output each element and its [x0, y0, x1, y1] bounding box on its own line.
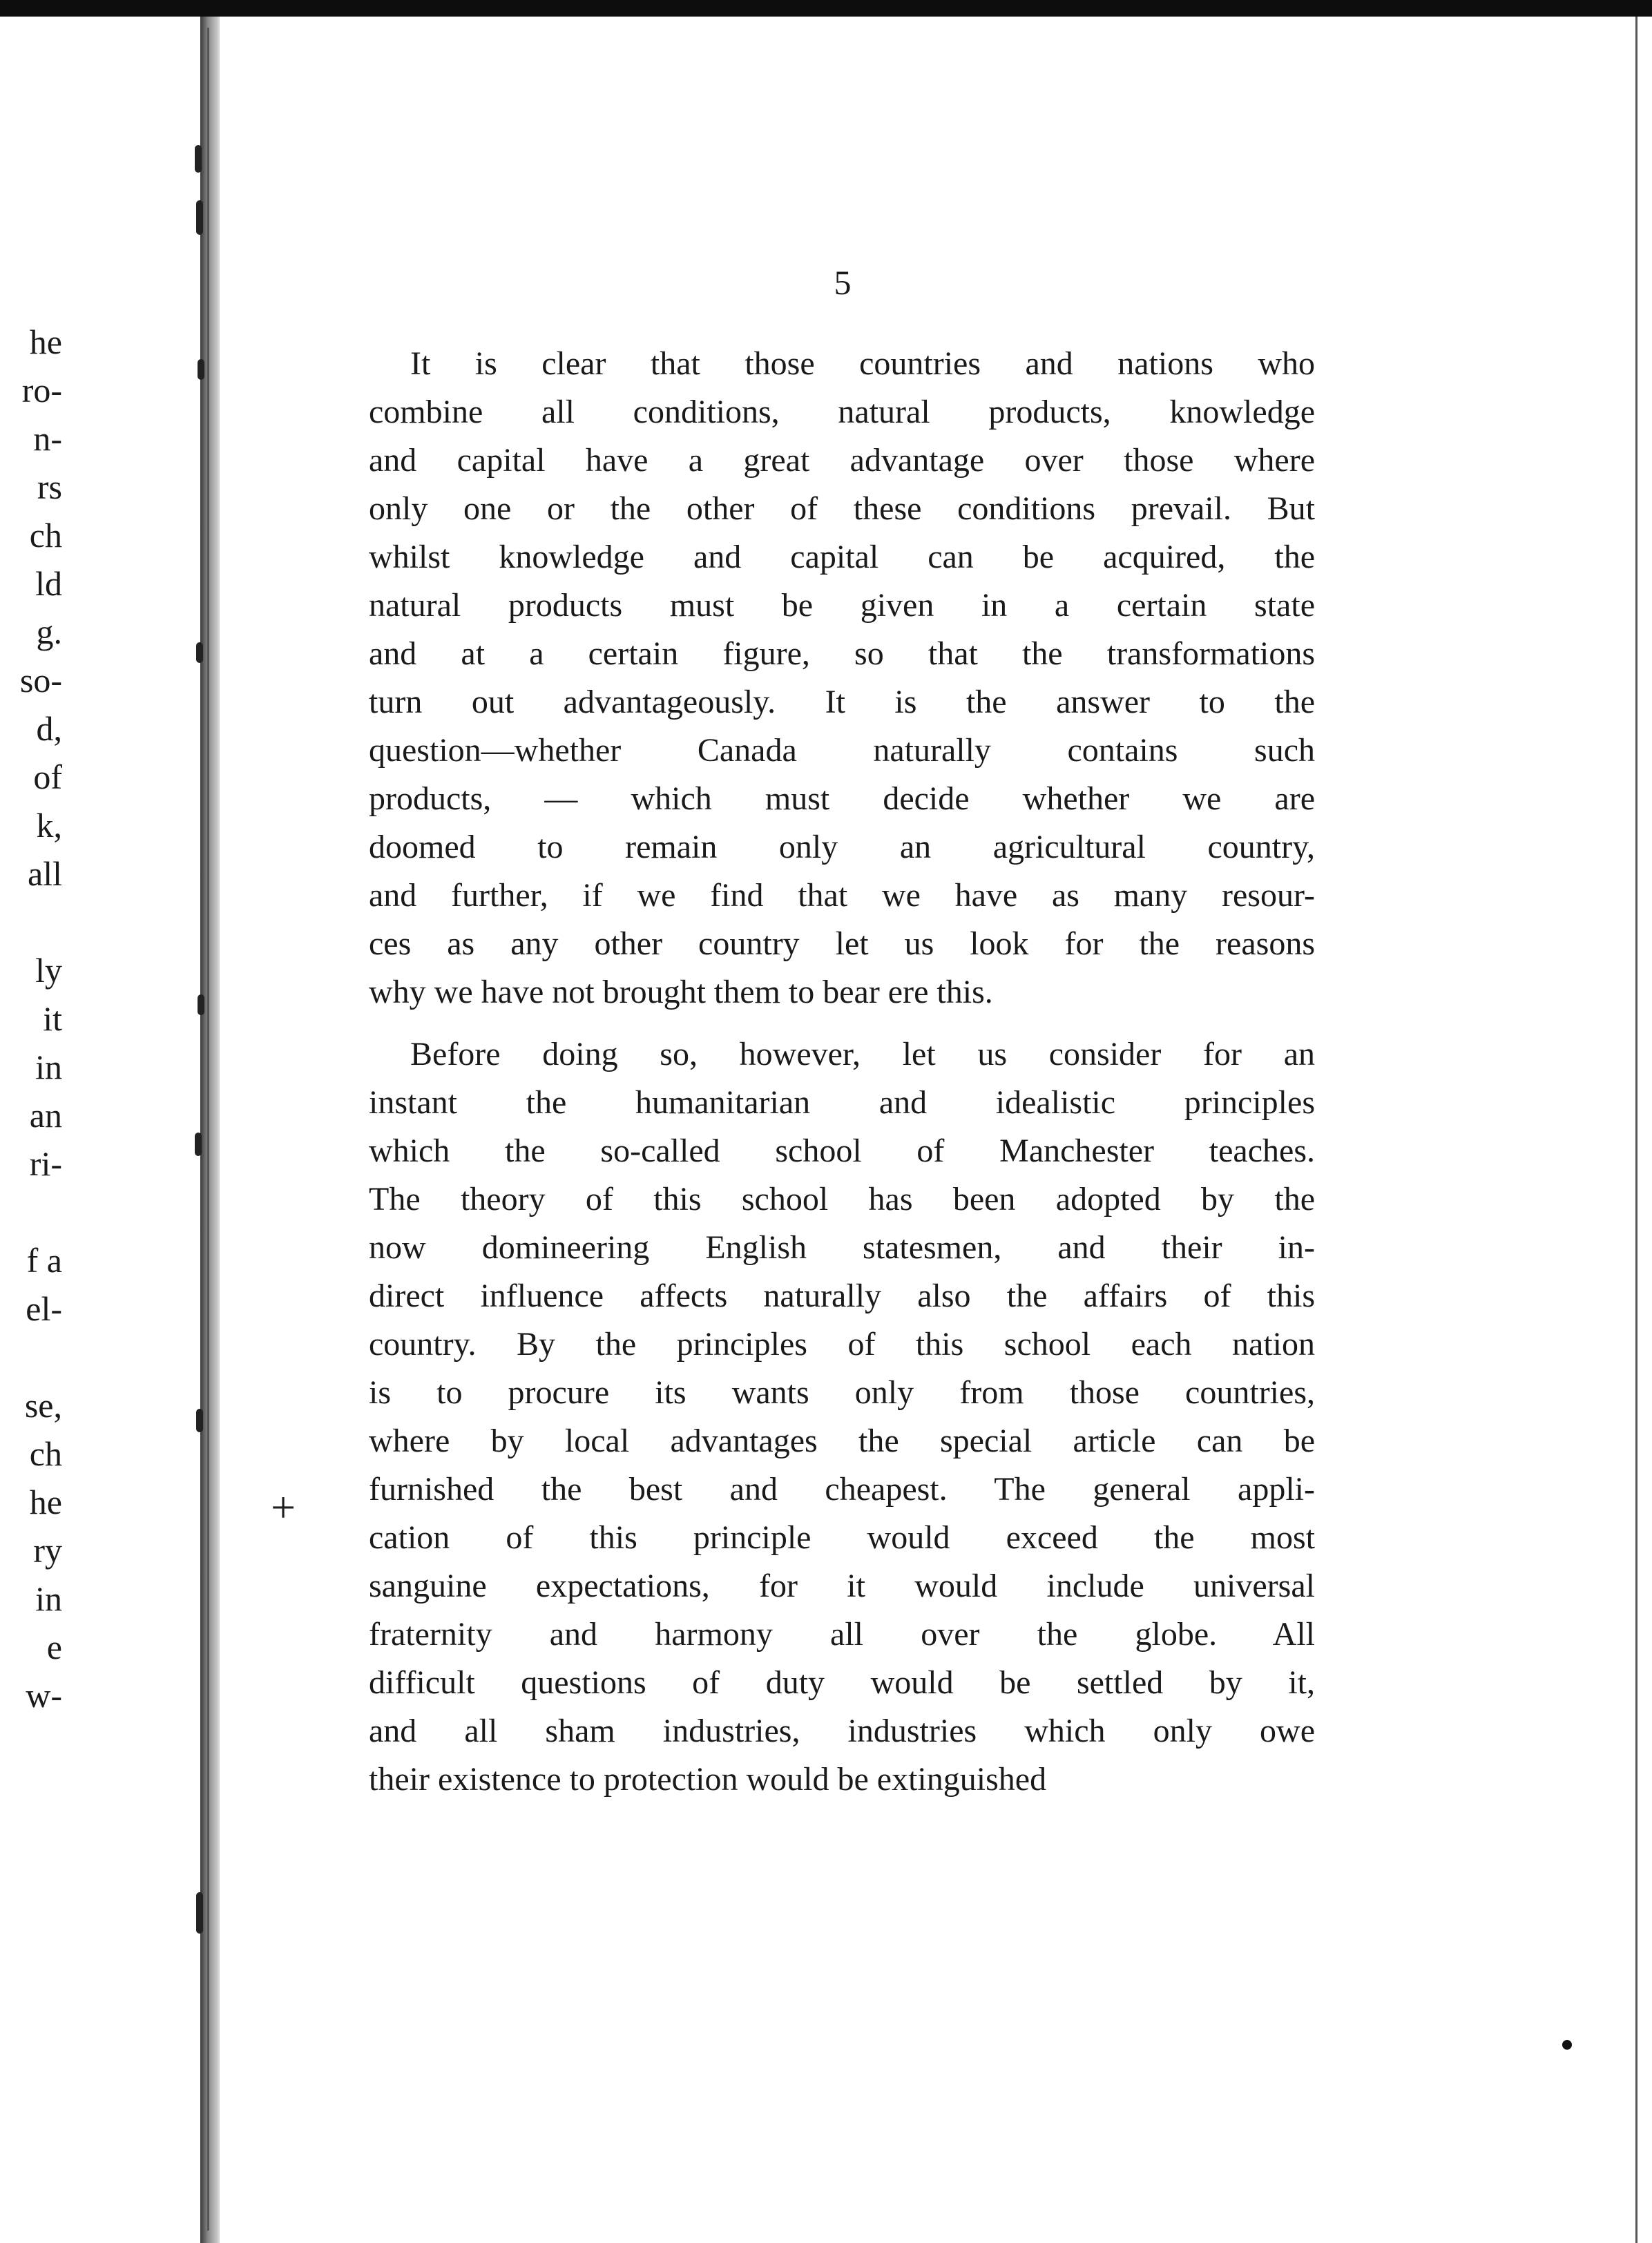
ink-speck: [1562, 2040, 1572, 2050]
facing-page-fragment: n-: [33, 419, 62, 458]
text-line: whilst knowledge and capital can be acquired, the: [369, 539, 1315, 575]
page-right-edge: [1635, 17, 1637, 2243]
text-line: and all sham industries, industries which only owe: [369, 1713, 1315, 1749]
margin-mark: +: [271, 1483, 296, 1532]
binding-stitch: [198, 994, 204, 1015]
facing-page-fragment: ly: [35, 951, 62, 990]
binding-stitch: [195, 145, 202, 173]
text-line: doomed to remain only an agricultural country,: [369, 829, 1315, 865]
binding-stitch: [196, 1409, 203, 1432]
paragraph: [369, 340, 1315, 1017]
binding-stitch: [195, 1133, 202, 1156]
facing-page-fragment: d,: [36, 709, 62, 748]
text-line: and capital have a great advantage over those where: [369, 442, 1315, 479]
text-line: only one or the other of these conditions prevail. But: [369, 490, 1315, 527]
text-line: direct influence affects naturally also the affairs of this: [369, 1278, 1315, 1314]
facing-page-fragment: in: [35, 1048, 62, 1086]
facing-page-fragment: g.: [36, 613, 62, 651]
facing-page-fragment: f a: [26, 1241, 62, 1280]
text-line: instant the humanitarian and idealistic principles: [369, 1084, 1315, 1121]
text-line: natural products must be given in a certain state: [369, 587, 1315, 624]
binding-stitch: [196, 642, 203, 663]
facing-page-fragment: rs: [37, 468, 62, 506]
facing-page-fragment: e: [46, 1628, 62, 1666]
facing-page-fragment: in: [35, 1579, 62, 1618]
facing-page-fragments: [0, 318, 62, 1720]
body-text: [369, 340, 1315, 1804]
binding-stitch: [196, 1892, 203, 1934]
facing-page-fragment: it: [43, 999, 62, 1038]
text-line: why we have not brought them to bear ere this.: [369, 974, 993, 1010]
page-number: 5: [834, 263, 852, 302]
gutter-edge-line: [207, 28, 209, 2231]
text-line: turn out advantageously. It is the answer to the: [369, 684, 1315, 720]
binding-stitch: [196, 200, 203, 235]
facing-page-fragment: an: [29, 1096, 62, 1135]
text-line: furnished the best and cheapest. The general appli-: [369, 1471, 1315, 1508]
text-line: products, — which must decide whether we are: [369, 780, 1315, 817]
facing-page-fragment: all: [28, 854, 62, 893]
text-line: where by local advantages the special article can be: [369, 1423, 1315, 1459]
text-line: is to procure its wants only from those countries,: [369, 1374, 1315, 1411]
facing-page-fragment: [0, 1333, 62, 1381]
text-line: ces as any other country let us look for the reasons: [369, 925, 1315, 962]
facing-page-fragment: so-: [19, 661, 62, 700]
facing-page-fragment: ro-: [21, 371, 62, 410]
facing-page-fragment: [0, 898, 62, 946]
facing-page-fragment: he: [29, 323, 62, 361]
text-line: fraternity and harmony all over the globe. All: [369, 1616, 1315, 1653]
text-line: and further, if we find that we have as many resour-: [369, 877, 1315, 914]
facing-page-fragment: of: [33, 758, 62, 796]
text-line: which the so-called school of Manchester teaches.: [369, 1133, 1315, 1169]
text-line: cation of this principle would exceed the most: [369, 1519, 1315, 1556]
text-line: combine all conditions, natural products, knowledge: [369, 394, 1315, 430]
facing-page-fragment: [0, 1188, 62, 1236]
binding-stitch: [198, 359, 204, 380]
binding-gutter: [200, 17, 220, 2243]
text-line: and at a certain figure, so that the transformations: [369, 635, 1315, 672]
scan-top-border: [0, 0, 1652, 17]
text-line: sanguine expectations, for it would include universal: [369, 1568, 1315, 1604]
facing-page-fragment: he: [29, 1483, 62, 1521]
text-line: question—whether Canada naturally contains such: [369, 732, 1315, 769]
text-line: country. By the principles of this school each nation: [369, 1326, 1315, 1363]
text-line: difficult questions of duty would be settled by it,: [369, 1664, 1315, 1701]
text-line: It is clear that those countries and nations who: [410, 345, 1315, 382]
text-line: now domineering English statesmen, and their in-: [369, 1229, 1315, 1266]
paragraph: [369, 1030, 1315, 1804]
text-line: their existence to protection would be extinguished: [369, 1761, 1047, 1798]
facing-page-fragment: se,: [24, 1386, 62, 1425]
facing-page-fragment: ri-: [29, 1144, 62, 1183]
text-line: The theory of this school has been adopted by the: [369, 1181, 1315, 1217]
facing-page-fragment: ch: [29, 516, 62, 555]
facing-page-fragment: ch: [29, 1434, 62, 1473]
facing-page-fragment: ry: [33, 1531, 62, 1570]
facing-page-fragment: ld: [35, 564, 62, 603]
text-line: Before doing so, however, let us consider for an: [410, 1036, 1315, 1072]
facing-page-fragment: el-: [26, 1289, 62, 1328]
facing-page-fragment: w-: [26, 1676, 62, 1715]
facing-page-fragment: k,: [36, 806, 62, 845]
